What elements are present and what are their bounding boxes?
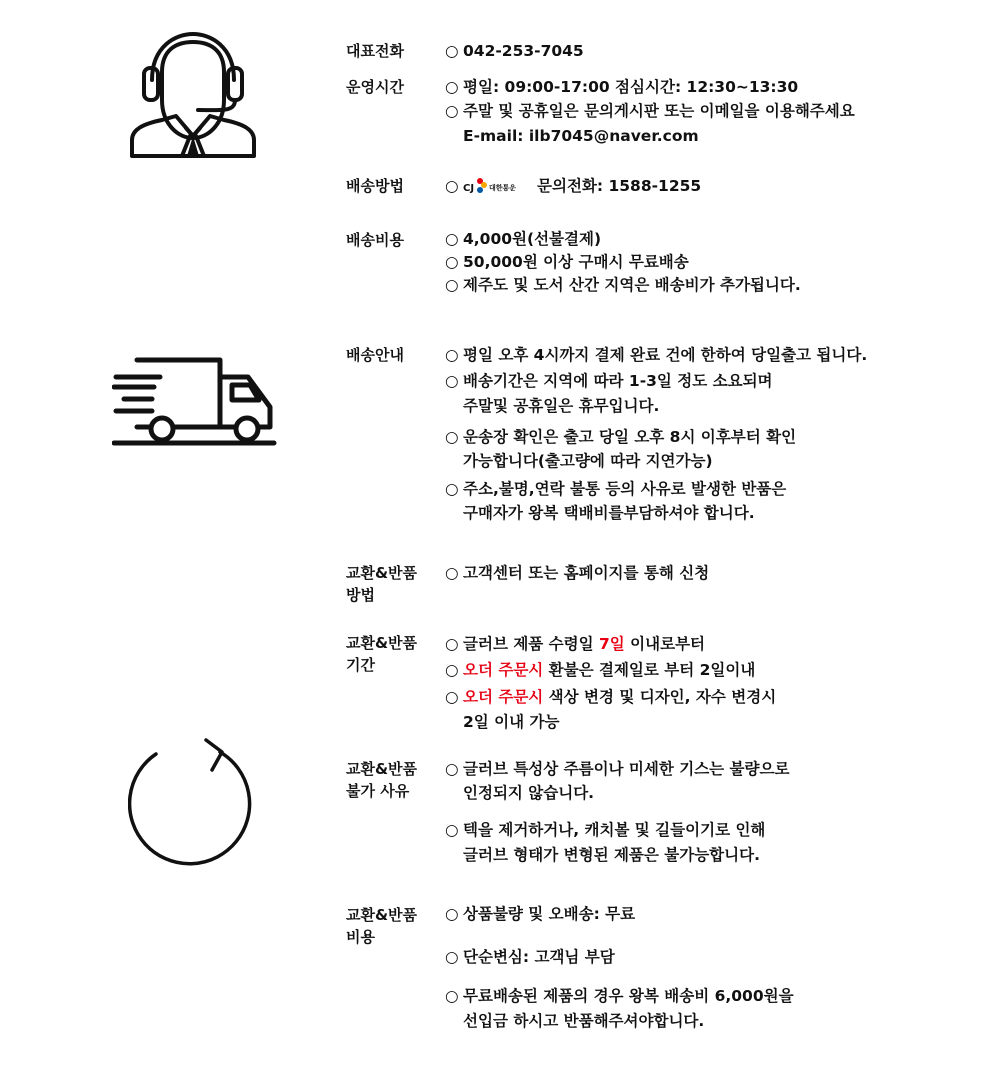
exchange-method-line: ○ 고객센터 또는 홈페이지를 통해 신청 xyxy=(445,564,710,582)
guide-line-cont: 주말및 공휴일은 휴무입니다. xyxy=(463,397,660,415)
cost-line: ○ 제주도 및 도서 산간 지역은 배송비가 추가됩니다. xyxy=(445,276,801,294)
refresh-arrow-icon xyxy=(128,736,258,866)
phone-label: 대표전화 xyxy=(346,42,404,60)
guide-line: ○ 평일 오후 4시까지 결제 완료 건에 한하여 당일출고 됩니다. xyxy=(445,346,868,364)
exchange-cost-line: ○ 단순변심: 고객님 부담 xyxy=(445,948,615,966)
method-line: ○ CJ 대한통운 문의전화: 1588-1255 xyxy=(445,175,701,198)
exchange-reject-label: 교환&반품 불가 사유 xyxy=(346,760,418,800)
exchange-method-label: 교환&반품 방법 xyxy=(346,564,418,604)
phone-line: ○ 042-253-7045 xyxy=(445,42,584,60)
guide-line: ○ 배송기간은 지역에 따라 1-3일 정도 소요되며 xyxy=(445,372,773,390)
cost-line: ○ 4,000원(선불결제) xyxy=(445,230,602,248)
exchange-cost-line: ○ 상품불량 및 오배송: 무료 xyxy=(445,905,636,923)
exchange-period-label: 교환&반품 기간 xyxy=(346,634,418,674)
headset-agent-icon xyxy=(124,28,262,160)
hours-label: 운영시간 xyxy=(346,78,404,96)
guide-line-cont: 가능합니다(출고량에 따라 지연가능) xyxy=(463,452,713,470)
exchange-cost-label: 교환&반품 비용 xyxy=(346,906,418,946)
svg-text:대한통운: 대한통운 xyxy=(489,183,517,192)
exchange-cost-line-cont: 선입금 하시고 반품해주셔야합니다. xyxy=(463,1012,705,1030)
exchange-period-line: ○ 오더 주문시 환불은 결제일로 부터 2일이내 xyxy=(445,661,756,679)
guide-line: ○ 운송장 확인은 출고 당일 오후 8시 이후부터 확인 xyxy=(445,428,797,446)
exchange-period-line: ○ 글러브 제품 수령일 7일 이내로부터 xyxy=(445,635,706,653)
guide-label: 배송안내 xyxy=(346,346,404,364)
svg-text:CJ: CJ xyxy=(463,182,475,194)
exchange-reject-line: ○ 글러브 특성상 주름이나 미세한 기스는 불량으로 xyxy=(445,760,790,778)
email-link[interactable]: E-mail: ilb7045@naver.com xyxy=(463,127,699,145)
method-label: 배송방법 xyxy=(346,177,404,195)
delivery-truck-icon xyxy=(112,355,277,450)
cost-line: ○ 50,000원 이상 구매시 무료배송 xyxy=(445,253,689,271)
hours-line: ○ 주말 및 공휴일은 문의게시판 또는 이메일을 이용해주세요 xyxy=(445,102,855,120)
exchange-reject-line-cont: 인정되지 않습니다. xyxy=(463,784,595,802)
exchange-reject-line: ○ 텍을 제거하거나, 캐치볼 및 길들이기로 인해 xyxy=(445,821,766,839)
exchange-period-line-cont: 2일 이내 가능 xyxy=(463,713,560,731)
exchange-reject-line-cont: 글러브 형태가 변형된 제품은 불가능합니다. xyxy=(463,846,760,864)
cost-label: 배송비용 xyxy=(346,231,404,249)
hours-line: ○ 평일: 09:00-17:00 점심시간: 12:30~13:30 xyxy=(445,78,799,96)
cj-logistics-logo xyxy=(463,175,521,198)
guide-line: ○ 주소,불명,연락 불통 등의 사유로 발생한 반품은 xyxy=(445,480,787,498)
guide-line-cont: 구매자가 왕복 택배비를부담하셔야 합니다. xyxy=(463,504,755,522)
exchange-cost-line: ○ 무료배송된 제품의 경우 왕복 배송비 6,000원을 xyxy=(445,987,794,1005)
exchange-period-line: ○ 오더 주문시 색상 변경 및 디자인, 자수 변경시 xyxy=(445,688,777,706)
